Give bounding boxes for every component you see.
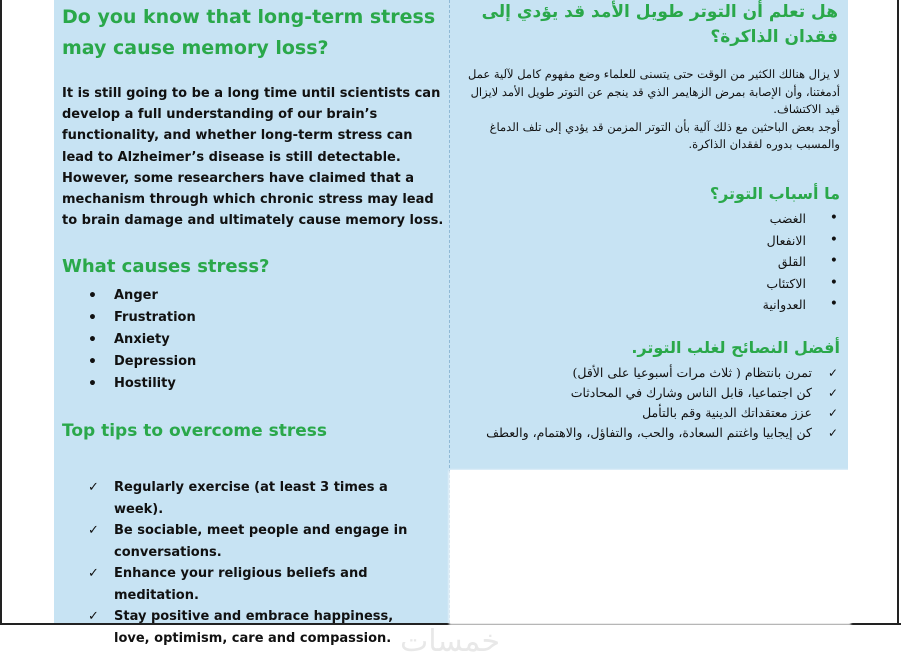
list-item: ✓ كن اجتماعيا، قابل الناس وشارك في المحادثات bbox=[478, 384, 838, 402]
list-item: • الاكتئاب bbox=[763, 273, 838, 295]
arabic-intro-paragraph: لا يزال هنالك الكثير من الوقت حتى يتسنى للعلماء وضع مفهوم كامل لآلية عمل أدمغتنا، وأن الإصابة بمرض الزهايمر الذي قد ينجم عن التوتر طويل الأمد لايزال قيد الاكتشاف. bbox=[467, 67, 840, 116]
list-item: • Anger bbox=[88, 285, 196, 307]
list-item: ✓ Stay positive and embrace happiness, love, optimism, care and compassion. bbox=[88, 606, 428, 649]
english-intro-paragraph: However, some researchers have claimed that a mechanism through which chronic stress may lead to brain damage and ultimately cause memory loss. bbox=[62, 170, 444, 229]
arabic-tips-heading: أفضل النصائح لغلب التوتر. bbox=[631, 338, 840, 357]
list-item: • الانفعال bbox=[763, 230, 838, 252]
list-item: ✓ عزز معتقداتك الدينية وقم بالتأمل bbox=[478, 404, 838, 422]
english-causes-heading: What causes stress? bbox=[62, 256, 270, 277]
english-panel bbox=[54, 0, 450, 646]
page-border-left bbox=[0, 0, 2, 625]
arabic-panel bbox=[450, 0, 848, 470]
arabic-intro-paragraph: أوجد بعض الباحثين مع ذلك آلية بأن التوتر المزمن قد يؤدي إلى تلف الدماغ والمسبب بدوره لفقدان الذاكرة. bbox=[489, 119, 840, 151]
list-item: • الغضب bbox=[763, 208, 838, 230]
list-item: • Depression bbox=[88, 351, 196, 373]
arabic-tips-list bbox=[478, 364, 838, 444]
list-item: • Hostility bbox=[88, 373, 196, 395]
english-causes-list bbox=[88, 285, 196, 395]
list-item: ✓ Regularly exercise (at least 3 times a week). bbox=[88, 477, 428, 520]
english-intro bbox=[62, 83, 448, 231]
blank-area bbox=[449, 470, 851, 625]
arabic-title: هل تعلم أن التوتر طويل الأمد قد يؤدي إلى فقدان الذاكرة؟ bbox=[481, 2, 838, 47]
english-tips-heading: Top tips to overcome stress bbox=[62, 421, 327, 441]
list-item: ✓ Be sociable, meet people and engage in conversations. bbox=[88, 520, 428, 563]
arabic-causes-heading: ما أسباب التوتر؟ bbox=[709, 184, 840, 203]
list-item: • Frustration bbox=[88, 307, 196, 329]
list-item: • Anxiety bbox=[88, 329, 196, 351]
english-tips-list bbox=[88, 477, 428, 649]
english-intro-paragraph: It is still going to be a long time until scientists can develop a full understanding of our brain’s functionality, and whether long-term stress can lead to Alzheimer’s disease is still detectable. bbox=[62, 86, 441, 165]
arabic-intro bbox=[458, 66, 840, 154]
list-item: ✓ كن إيجابيا واغتنم السعادة، والحب، والتفاؤل، والاهتمام، والعطف bbox=[478, 424, 838, 442]
list-item: • القلق bbox=[763, 251, 838, 273]
watermark-logo: خمسات bbox=[399, 624, 501, 659]
list-item: ✓ Enhance your religious beliefs and meditation. bbox=[88, 563, 428, 606]
arabic-causes-list bbox=[763, 208, 838, 316]
english-title: Do you know that long-term stress may cause memory loss? bbox=[62, 6, 436, 59]
page-border-right bbox=[897, 0, 899, 625]
list-item: ✓ تمرن بانتظام ( ثلاث مرات أسبوعيا على الأقل) bbox=[478, 364, 838, 382]
list-item: • العدوانية bbox=[763, 294, 838, 316]
